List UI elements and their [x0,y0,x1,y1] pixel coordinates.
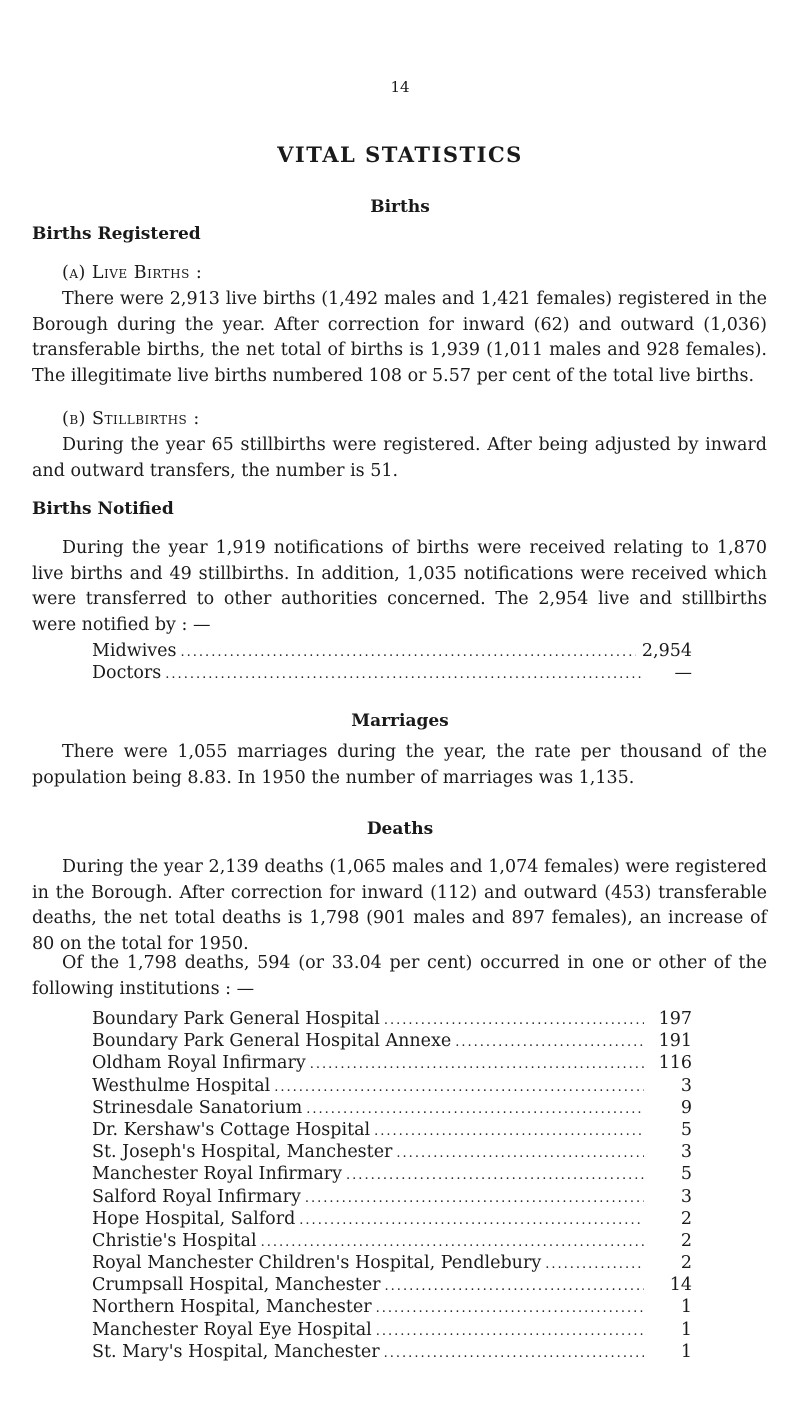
institution-count: 5 [680,1119,692,1140]
institution-name: Westhulme Hospital [92,1075,271,1096]
institutions-list [92,1009,692,1364]
list-item [92,1164,692,1186]
institution-name: Salford Royal Infirmary [92,1186,301,1207]
institution-count: 2 [680,1230,692,1251]
dot-leader [384,1346,644,1361]
page-title: VITAL STATISTICS [277,142,523,167]
institution-name: Boundary Park General Hospital [92,1009,380,1029]
notifier-count: — [674,663,692,684]
institution-name: Crumpsall Hospital, Manchester [92,1275,381,1296]
list-item [92,1120,692,1142]
list-item [92,1320,692,1342]
institution-count: 3 [680,1075,692,1096]
notifier-name: Midwives [92,641,177,661]
deaths-text-2: Of the 1,798 deaths, 594 (or 33.04 per cent) occurred in one or other of the following institutions : — [32,953,767,999]
births-heading: Births [370,197,430,217]
list-item [92,1253,692,1275]
list-item [92,1009,692,1031]
list-item [92,1076,692,1098]
list-item [92,663,692,685]
births-notified-text: During the year 1,919 notifications of births were received relating to 1,870 live births and 49 stillbirths. In addition, 1,035 notifications were received which were transferred to other authorities concerned. The 2,954 live and stillbirths were notified by : — [32,538,767,635]
dot-leader [165,667,644,682]
births-notified-heading: Births Notified [32,499,174,519]
institution-count: 191 [658,1031,692,1052]
deaths-heading: Deaths [366,819,434,839]
institution-count: 1 [680,1297,692,1318]
page-number: 14 [390,78,410,96]
institution-name: Manchester Royal Infirmary [92,1164,343,1185]
deaths-text-1: During the year 2,139 deaths (1,065 males and 1,074 females) were registered in the Borough. After correction for inward (112) and outward (453) transferable deaths, the net total deaths is 1,798 (901 males and 897 females), an increase of 80 on the total for 1950. [32,857,767,954]
institution-count: 2 [680,1253,692,1274]
institution-name: Christie's Hospital [92,1230,257,1251]
live-births-label: (a) Live Births : [62,263,203,283]
stillbirths-text: During the year 65 stillbirths were registered. After being adjusted by inward and outward transfers, the number is 51. [32,435,767,481]
deaths-paragraph-2 [32,951,767,1002]
dot-leader [261,1235,644,1250]
list-item [92,1297,692,1319]
dot-leader [376,1301,644,1316]
notifier-count: 2,954 [641,641,692,661]
institution-count: 1 [680,1341,692,1362]
list-item [92,1031,692,1053]
marriages-paragraph [32,740,767,791]
dot-leader [374,1124,644,1139]
list-item [92,1142,692,1164]
institution-name: Strinesdale Sanatorium [92,1097,303,1118]
institution-name: Oldham Royal Infirmary [92,1053,306,1074]
dot-leader [305,1191,644,1206]
births-notified-paragraph [32,536,767,638]
marriages-heading: Marriages [351,711,449,731]
dot-leader [396,1146,644,1161]
institution-count: 1 [680,1319,692,1340]
dot-leader [346,1168,644,1183]
dot-leader [274,1080,644,1095]
list-item [92,1053,692,1075]
list-item [92,1275,692,1297]
institution-count: 5 [680,1164,692,1185]
institution-name: Boundary Park General Hospital Annexe [92,1031,452,1052]
dot-leader [376,1324,644,1339]
institution-name: St. Joseph's Hospital, Manchester [92,1142,393,1163]
institution-count: 3 [680,1142,692,1163]
institution-name: Royal Manchester Children's Hospital, Pendlebury [92,1253,542,1274]
live-births-text: There were 2,913 live births (1,492 males and 1,421 females) registered in the Borough during the year. After correction for inward (62) and outward (1,036) transferable births, the net total of births is 1,939 (1,011 males and 928 females). The illegitimate live births numbered 108 or 5.57 per cent of the total live births. [32,289,767,386]
institution-count: 9 [680,1097,692,1118]
marriages-text: There were 1,055 marriages during the year, the rate per thousand of the population being 8.83. In 1950 the number of marriages was 1,135. [32,742,767,788]
institution-count: 2 [680,1208,692,1229]
dot-leader [306,1102,644,1117]
notified-by-list [92,641,692,685]
list-item [92,1342,692,1364]
institution-count: 197 [658,1009,692,1029]
institution-count: 3 [680,1186,692,1207]
list-item [92,1098,692,1120]
stillbirths-paragraph [32,433,767,484]
dot-leader [545,1257,644,1272]
births-registered-heading: Births Registered [32,224,201,244]
deaths-paragraph-1 [32,855,767,957]
dot-leader [181,645,636,660]
notifier-name: Doctors [92,663,162,684]
institution-count: 116 [658,1053,692,1074]
dot-leader [299,1213,644,1228]
institution-name: Northern Hospital, Manchester [92,1297,372,1318]
institution-name: Manchester Royal Eye Hospital [92,1319,372,1340]
institution-name: St. Mary's Hospital, Manchester [92,1341,380,1362]
list-item [92,1231,692,1253]
list-item [92,1209,692,1231]
dot-leader [455,1035,644,1050]
institution-count: 14 [669,1275,692,1296]
dot-leader [310,1057,644,1072]
stillbirths-label: (b) Stillbirths : [62,409,200,429]
list-item [92,1187,692,1209]
institution-name: Hope Hospital, Salford [92,1208,296,1229]
live-births-paragraph [32,287,767,389]
dot-leader [384,1013,644,1028]
institution-name: Dr. Kershaw's Cottage Hospital [92,1119,371,1140]
dot-leader [385,1279,644,1294]
list-item [92,641,692,663]
